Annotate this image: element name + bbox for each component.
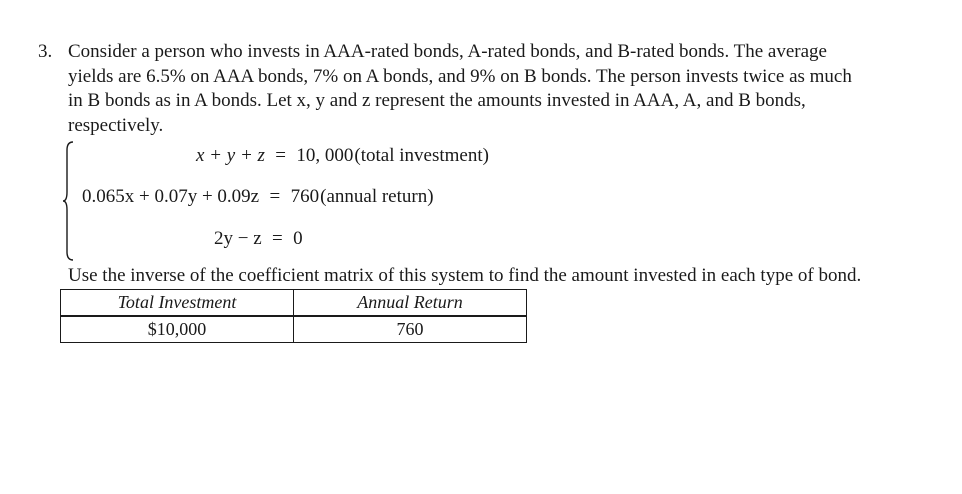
table-header-row xyxy=(61,290,527,317)
equation-1-lhs: x + y + z xyxy=(196,145,265,166)
table-cell-annual-return: 760 xyxy=(294,316,527,343)
equation-total-investment xyxy=(196,144,489,168)
equation-3-equals: = xyxy=(272,228,283,249)
problem-line-2: yields are 6.5% on AAA bonds, 7% on A bonds, and 9% on B bonds. The person invests twice as much xyxy=(68,65,852,87)
data-table xyxy=(60,289,527,343)
equation-1-rhs: 10, 000 xyxy=(296,145,354,166)
equation-bond-ratio xyxy=(214,227,303,251)
equation-3-rhs: 0 xyxy=(293,228,303,249)
equation-annual-return xyxy=(82,185,434,209)
problem-line-4: respectively. xyxy=(68,114,164,136)
table-header-total-investment: Total Investment xyxy=(61,290,294,317)
system-brace xyxy=(62,140,76,262)
equation-2-equals: = xyxy=(269,186,281,207)
equation-1-note: (total investment) xyxy=(354,145,489,166)
instruction-text: Use the inverse of the coefficient matrix of this system to find the amount invested in each type of bond. xyxy=(68,265,862,286)
table-header-annual-return: Annual Return xyxy=(294,290,527,317)
problem-number: 3. xyxy=(38,41,53,62)
equation-1-equals: = xyxy=(275,145,287,166)
equation-2-rhs: 760 xyxy=(290,186,320,207)
equation-3-lhs: 2y − z xyxy=(214,228,262,249)
table-cell-total-investment: $10,000 xyxy=(61,316,294,343)
table-row xyxy=(61,316,527,343)
problem-statement xyxy=(68,40,948,138)
equation-2-lhs: 0.065x + 0.07y + 0.09z xyxy=(82,186,260,207)
problem-line-3: in B bonds as in A bonds. Let x, y and z represent the amounts invested in AAA, A, and B bonds, xyxy=(68,90,806,111)
equation-2-note: (annual return) xyxy=(320,186,434,207)
problem-line-1: Consider a person who invests in AAA-rated bonds, A-rated bonds, and B-rated bonds. The average xyxy=(68,41,827,62)
